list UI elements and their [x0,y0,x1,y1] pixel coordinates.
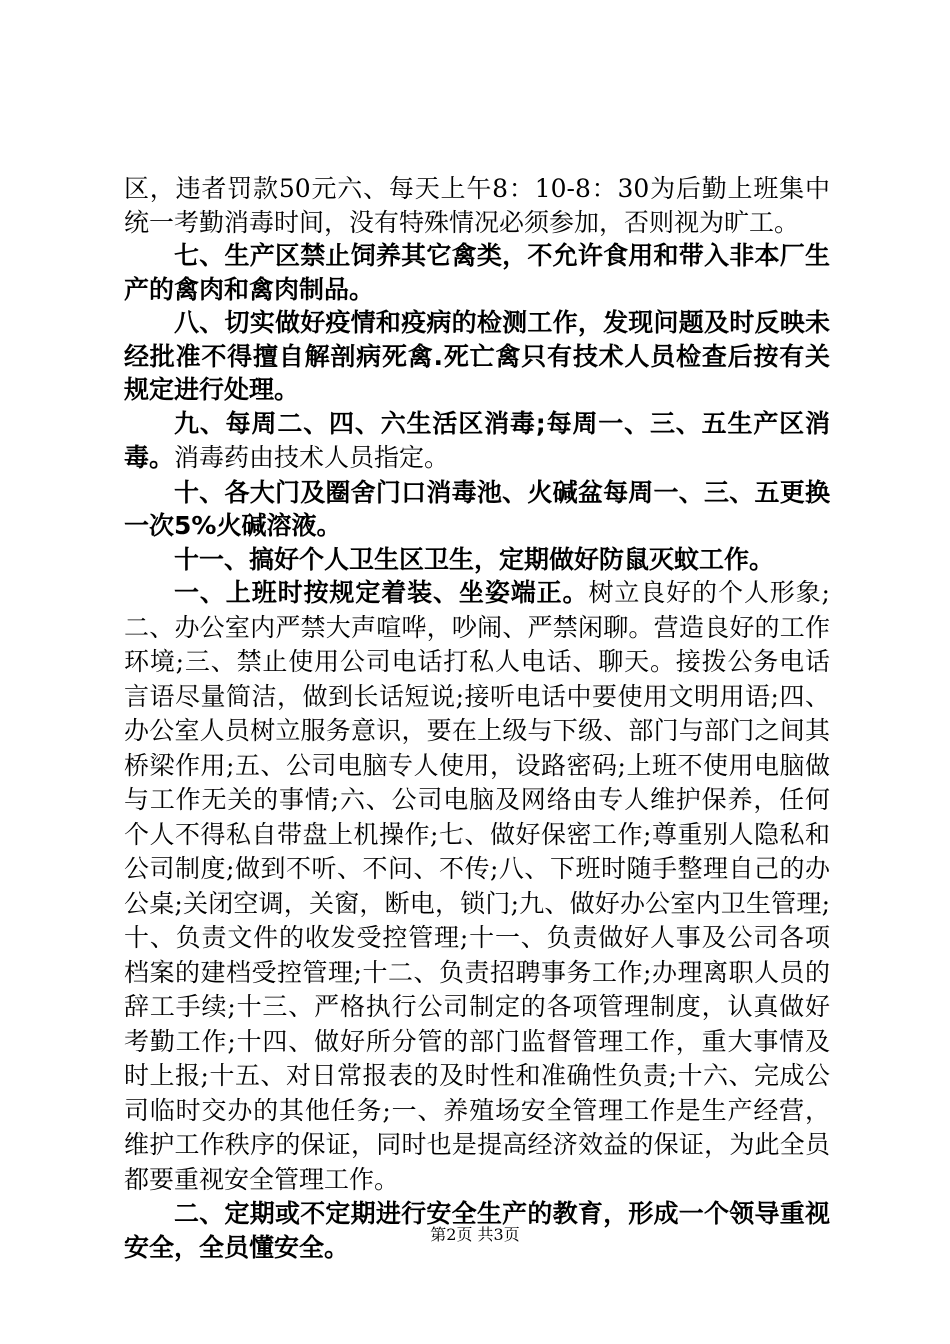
paragraph-8: 二、定期或不定期进行安全生产的教育，形成一个领导重视安全，全员懂安全。 [124,1199,830,1262]
paragraph-5: 十、各大门及圈舍门口消毒池、火碱盆每周一、三、五更换一次5%火碱溶液。 [124,477,830,540]
paragraph-7 [124,576,830,1197]
paragraph-6: 十一、搞好个人卫生区卫生，定期做好防鼠灭蚊工作。 [174,544,775,574]
paragraph-3: 八、切实做好疫情和疫病的检测工作，发现问题及时反映未经批准不得擅自解剖病死禽.死亡禽只有技术人员检查后按有关规定进行处理。 [124,308,830,404]
paragraph-4-bold: 九、每周二、四、六生活区消毒;每周一、三、五生产区消毒。 [124,408,830,472]
paragraph-7-regular: 树立良好的个人形象;二、办公室内严禁大声喧哗，吵闹、严禁闲聊。营造良好的工作环境;三、禁止使用公司电话打私人电话、聊天。接拨公务电话言语尽量简洁，做到长话短说;接听电话中要使用文明用语;四、办公室人员树立服务意识，要在上级与下级、部门与部门之间其桥梁作用;五、公司电脑专人使用，设路密码;上班不使用电脑做与工作无关的事情;六、公司电脑及网络由专人维护保养，任何个人不得私自带盘上机操作;七、做好保密工作;尊重别人隐私和公司制度;做到不听、不问、不传;八、下班时随手整理自己的办公桌;关闭空调，关窗，断电，锁门;九、做好办公室内卫生管理;十、负责文件的收发受控管理;十一、负责做好人事及公司各项档案的建档受控管理;十二、负责招聘事务工作;办理离职人员的辞工手续;十三、严格执行公司制定的各项管理制度，认真做好考勤工作;十四、做好所分管的部门监督管理工作，重大事情及时上报;十五、对日常报表的及时性和准确性负责;十六、完成公司临时交办的其他任务;一、养殖场安全管理工作是生产经营，维护工作秩序的保证，同时也是提高经济效益的保证，为此全员都要重视安全管理工作。 [124,578,830,1194]
page-footer: 第2页 共3页 [430,1225,520,1244]
document-body [124,172,830,1264]
paragraph-4 [124,407,830,476]
paragraph-4-regular: 消毒药由技术人员指定。 [174,443,450,472]
paragraph-2: 七、生产区禁止饲养其它禽类，不允许食用和带入非本厂生产的禽肉和禽肉制品。 [124,241,830,304]
paragraph-1: 区，违者罚款50元六、每天上午8：10-8：30为后勤上班集中统一考勤消毒时间，没有特殊情况必须参加，否则视为旷工。 [124,174,830,237]
paragraph-7-bold: 一、上班时按规定着装、坐姿端正。 [174,578,589,607]
